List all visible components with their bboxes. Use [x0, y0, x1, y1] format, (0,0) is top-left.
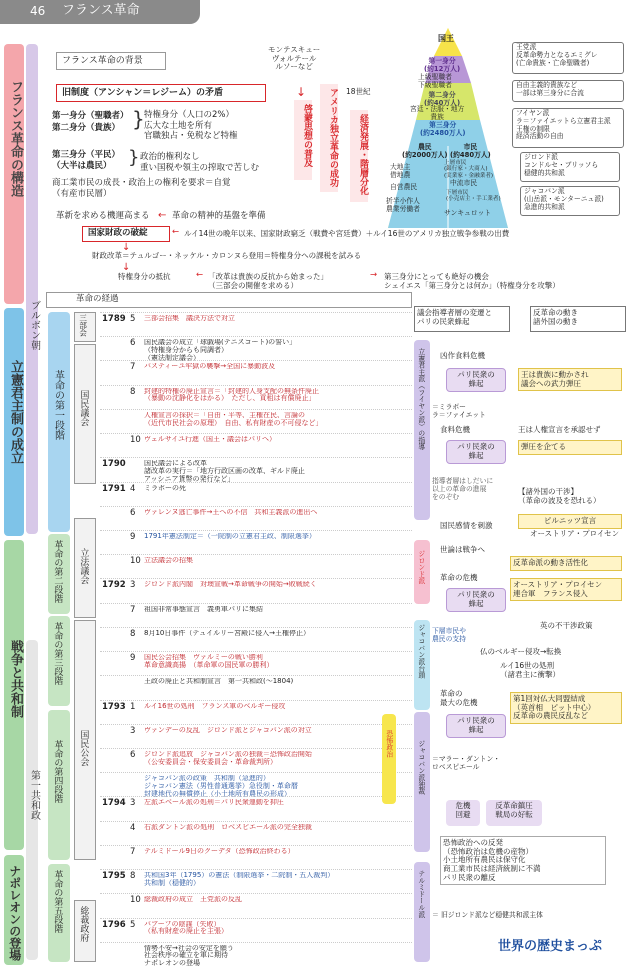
timeline-month: 3 — [130, 725, 136, 736]
resist-label: 特権身分の抵抗 — [118, 272, 171, 281]
ancien-title: 旧制度（アンシャン＝レジーム）の矛盾 — [62, 88, 224, 98]
timeline-event: 祖国非常事態宣言 義勇軍パリに集結 — [144, 605, 263, 613]
ex-girondin: ＝ 旧ジロンド派など穏健共和派主体 — [432, 911, 543, 919]
bad-arrow: → — [370, 270, 378, 280]
timeline-row — [100, 578, 412, 602]
finance-label: 国家財政の破綻 — [88, 228, 148, 238]
bourgeois-text: 商工業市民の成長・政治上の権利を要求＝自覚 （有産市民層） — [52, 178, 231, 199]
label-war: 戦争と共和制 — [7, 640, 23, 718]
timeline-event: バブーフの陰謀（失敗） （私有財産の廃止を主張） — [144, 920, 228, 936]
finance-desc: ルイ14世の晩年以来、国家財政窮乏（戦費や宮廷費）＋ルイ16世のアメリカ独立戦争参戦の出費 — [184, 229, 510, 238]
timeline-month: 5 — [130, 314, 136, 324]
stage3-label: 革命の第三段階 — [52, 622, 63, 685]
paris-uprising-box: パリ民衆の 蜂起 — [446, 440, 506, 464]
timeline-row — [100, 433, 412, 457]
foreign-2: 王は人権宣言を承認せず — [518, 425, 601, 434]
timeline-event: ジロンド派内閣 対墺宣戦→革命戦争の開始→敗戦続く — [144, 581, 317, 589]
timeline-event: ルイ16世の処刑 フランス軍のベルギー侵攻 — [144, 702, 286, 710]
timeline-event: 8月10日事件（テュイルリー宮殿に侵入→王権停止） — [144, 629, 311, 637]
timeline-row — [100, 603, 412, 627]
timeline-row — [100, 312, 412, 336]
timeline-month: 6 — [130, 507, 136, 518]
timeline-month: 7 — [130, 846, 136, 857]
enlight-arrow: ↓ — [296, 85, 307, 99]
leader-note: 指導者層はしだいに 以上の革命の進展 をのぞむ — [432, 477, 494, 501]
timeline-event: バスティーユ牢獄の襲撃→全国に暴動波及 — [144, 363, 276, 371]
stage2-label: 革命の第二段階 — [52, 540, 63, 603]
reform-text: 財政改革＝テュルゴー・ネッケル・カロンヌら登用＝特権身分への課税を試みる — [92, 251, 362, 260]
timeline-month: 6 — [130, 338, 136, 349]
danger-box: 危機 回避 — [446, 800, 480, 826]
label-constitutional: 立憲君主制の成立 — [7, 360, 23, 464]
label-napoleon: ナポレオンの登場 — [7, 865, 22, 961]
label-structure: フランス革命の構造 — [7, 80, 23, 197]
pyramid-farmer-3: 折半小作人 農業労働者 — [386, 197, 420, 213]
foreign-3: 弾圧を企てる — [518, 440, 622, 455]
paris-uprising-box: パリ民衆の 蜂起 — [446, 368, 506, 392]
label-first-republic: 第一共和政 — [28, 770, 40, 820]
terror-label: 恐怖政治 — [384, 730, 393, 758]
timeline-row — [100, 845, 412, 869]
american-label: アメリカ独立革命の成功 — [320, 84, 338, 192]
timeline-event: テルミドール9日のクーデタ（恐怖政治終わる） — [144, 847, 295, 855]
sankai-label: 三部会 — [78, 314, 88, 337]
timeline-row — [100, 385, 412, 409]
pyramid-l5b: 市民 (約480万人) — [450, 143, 491, 159]
timeline-row — [100, 942, 412, 966]
timeline-month: 9 — [130, 653, 136, 664]
timeline-event: 情勢不安→社会の安定を願う 社会秩序の確立を軍に期待 ナポレオンの登場 — [144, 944, 234, 967]
timeline-event: ジャコバン派の政策 共和制（急進的） ジャコバン憲法（男性普通選挙）急役制・革命暦 封建地代の無償停止（小土地所有農民の形成） — [144, 775, 298, 798]
timeline-month: 8 — [130, 386, 136, 397]
timeline-event: 王政の廃止と共和制宣言 第一共和政(～1804) — [144, 678, 294, 686]
foreign-11: ルイ16世の処刑 （諸君主に衝撃） — [500, 661, 560, 679]
timeline-year: 1791 — [102, 483, 126, 494]
timeline-event: 国民議会による改革 諸改革の実行＝「地方行政区画の改革、ギルド廃止 アッシニア貨幣の発行など」 — [144, 460, 305, 483]
national-label: 国民議会 — [78, 390, 89, 426]
estate-brace: } — [132, 107, 145, 131]
reform-arrow: ↓ — [122, 242, 131, 253]
foreign-4: 【諸外国の干渉】 （革命の波及を恐れる） — [518, 487, 601, 505]
timeline-month: 10 — [130, 435, 141, 446]
timeline-month: 4 — [130, 483, 136, 494]
note-liberal: 自由主義的貴族など 一部は第三身分に合流 — [512, 80, 624, 102]
timeline-row — [100, 651, 412, 675]
first-estate: 第一身分（聖職者） — [52, 111, 129, 121]
foreign-12: 第1回対仏大同盟結成 （英首相 ピット中心） 反革命の農民反乱など — [510, 692, 622, 724]
paris-uprising-box: パリ民衆の 蜂起 — [446, 714, 506, 738]
col-left-header: 議会指導者層の変遷と パリの民衆蜂起 — [414, 306, 510, 332]
timeline-month: 8 — [130, 628, 136, 639]
bad-text: 第三身分にとっても絶好の機会 シェイエス「第三身分とは何か」（特権身分を攻撃） — [384, 272, 560, 290]
stage1-label: 革命の第一段階 — [52, 370, 64, 440]
third-estate: 第三身分（平民） （大半は農民） — [52, 150, 121, 171]
course-label: 革命の経過 — [76, 294, 119, 304]
note-feuillant: フイヤン派 ラ＝ファイエットら立憲君主派 王権の制限 経済活動の自由 — [512, 108, 624, 148]
timeline-row — [100, 748, 412, 772]
century-label: 18世紀 — [346, 87, 371, 96]
foreign-5: ピルニッツ宣言 — [518, 514, 622, 529]
girondin-lead: ジロンド派 — [416, 550, 425, 584]
economy-label: 経済発展・階層分化 — [350, 110, 368, 202]
timeline-row — [100, 360, 412, 384]
resist-quote: 「改革は貴族の反抗から始まった」 （三部会の開催を求める） — [208, 272, 328, 290]
timeline-row — [100, 482, 412, 506]
timeline-year: 1793 — [102, 701, 126, 712]
foreign-9: 英の不干渉政策 — [540, 621, 593, 630]
mirabeau-note: ＝ミラボー ラ＝ファイエット — [432, 403, 486, 419]
third-brace: } — [128, 147, 140, 168]
timeline-month: 5 — [130, 919, 136, 930]
second-estate: 第二身分（貴族） — [52, 123, 121, 133]
timeline-year: 1796 — [102, 919, 126, 930]
pyramid-l3: 第二身分 (約40万人) — [424, 91, 461, 107]
timeline-year: 1792 — [102, 580, 126, 591]
timeline-event: ヴァンデーの反乱 ジロンド派とジャコバン派の対立 — [144, 726, 312, 734]
stage4-label: 革命の第四段階 — [52, 740, 63, 803]
timeline-month: 3 — [130, 798, 136, 809]
note-jacobin: ジャコバン派 (山岳派・モンターニュ派) 急進的共和派 — [520, 186, 620, 216]
timeline-row — [100, 772, 412, 796]
foreign-13: 恐怖政治への反発 （恐怖政治は危機の産物） 小土地所有農民は保守化 商工業市民は経済統制に不満 パリ民衆の離反 — [440, 836, 606, 885]
col-right-header: 反革命の動き 諸外国の動き — [530, 306, 626, 332]
pyramid-citizen-2: 中流市民 — [450, 179, 478, 187]
timeline-event: 立法議会の招集 — [144, 557, 193, 565]
brand-logo: 世界の歴史まっぷ — [498, 939, 603, 954]
lower-citizens: 下層市民や 農民の支持 — [432, 627, 466, 643]
thermidor-label: テルミドール派 — [416, 870, 425, 918]
timeline-month: 7 — [130, 604, 136, 615]
pyramid-l4: 第三身分 (約2480万人) — [420, 121, 466, 137]
timeline-month: 10 — [130, 556, 141, 567]
timeline-month: 7 — [130, 362, 136, 373]
food-text: 食料危機 — [440, 425, 470, 434]
war-text: 世論は戦争へ — [440, 545, 485, 554]
timeline-event: 国民議会の成立「球戯場(テニスコート)の誓い」 （特権身分からも同調者） （憲法制定議会） — [144, 339, 297, 362]
page-number: 46 — [30, 4, 46, 18]
pyramid-farmer-2: 自営農民 — [390, 183, 418, 191]
label-bourbon: ブルボン朝 — [28, 300, 40, 350]
timeline-month: 8 — [130, 871, 136, 882]
timeline-row — [100, 869, 412, 893]
timeline-event: 1791年憲法制定＝（一院制の立憲君主政、制限選挙） — [144, 533, 316, 540]
timeline-event: 国民公会招集 ヴァルミーの戦い勝利 革命意識高揚 （革命軍の国民軍の勝利） — [144, 654, 274, 669]
max-crisis-text: 革命の 最大の危機 — [440, 689, 478, 707]
robespierre: ＝マラー・ダントン・ ロベスピエール — [432, 755, 501, 771]
timeline-row — [100, 724, 412, 748]
timeline-row — [100, 700, 412, 724]
pyramid-king: 国王 — [438, 34, 454, 43]
timeline-event: 総裁政府の成立 王党派の反乱 — [144, 896, 242, 904]
convention-label: 国民公会 — [78, 730, 89, 766]
famine-text: 凶作食料危機 — [440, 351, 485, 360]
directory-label: 総裁政府 — [78, 906, 89, 942]
timeline-year: 1790 — [102, 459, 126, 470]
timeline-month: 6 — [130, 750, 136, 760]
timeline-event: 三部会招集 議決方法で対立 — [144, 315, 235, 322]
pyramid-farmer-1: 大地主 借地農 — [390, 163, 411, 179]
timeline-month: 9 — [130, 532, 136, 542]
foreign-6: 国民感情を刺激 — [440, 521, 493, 530]
timeline-event: 左派エベール派の処刑＝パリ民衆運動を抑圧 — [144, 799, 284, 807]
timeline-month: 1 — [130, 701, 136, 712]
terror-band — [382, 714, 396, 804]
pyramid-l1: 第一身分 (約12万人) — [424, 57, 461, 73]
legislative-label: 立法議会 — [78, 548, 89, 584]
timeline-row — [100, 457, 412, 481]
timeline-row — [100, 530, 412, 554]
first-second-desc: 特権身分（人口の2%） 広大な土地を所有 官職独占・免税など特権 — [144, 110, 238, 142]
foreign-10: 仏のベルギー侵攻→転換 — [480, 647, 562, 656]
jacobin-dict: ジャコバン派独裁 — [416, 740, 425, 795]
pyramid-citizen-1: 上層市民 (銀行家・大商人) (実業家・金融業者) — [444, 160, 494, 179]
timeline-event: ヴァレンヌ逃亡事件→王への不信 共和主義派の進出へ — [144, 508, 318, 516]
third-desc: 政治的権利なし 重い国税や領主の搾取で苦しむ — [140, 152, 260, 173]
timeline-row — [100, 796, 412, 820]
finance-arrow: ← — [172, 227, 180, 237]
foreign-5b: オーストリア・プロイセン — [530, 529, 620, 538]
foreign-8: オーストリア・プロイセン 連合軍 フランス侵入 — [510, 578, 622, 601]
reaction-box: 反革命鎮圧 戦局の好転 — [486, 800, 542, 826]
foreign-1: 王は貴族に動かされ 議会への武力弾圧 — [518, 368, 622, 391]
pyramid-citizen-4: サンキュロット — [444, 209, 492, 217]
timeline — [100, 312, 412, 966]
timeline-month: 3 — [130, 580, 136, 591]
foreign-7: 反革命派の動き活性化 — [510, 556, 622, 571]
note-girondin: ジロンド派 コンドルセ・ブリッソら 穏健的共和派 — [520, 152, 620, 182]
note-royalist: 王党派 反革命勢力となるエミグレ (亡命貴族・亡命聖職者) — [512, 42, 624, 74]
timeline-row — [100, 893, 412, 917]
paris-uprising-box: パリ民衆の 蜂起 — [446, 588, 506, 612]
resist-arrow: ↓ — [122, 262, 131, 273]
pyramid-l3b: 宮廷・法服・地方 貴族 — [410, 105, 465, 121]
timeline-event: ヴェルサイユ行進（国王・議会はパリへ） — [144, 436, 276, 444]
timeline-year: 1789 — [102, 314, 126, 324]
crisis-text: 革命の危機 — [440, 573, 478, 582]
background-title: フランス革命の背景 — [62, 56, 143, 66]
enlightenment-label: 啓蒙思想の普及 — [294, 100, 312, 180]
pyramid-l5: 農民 (約2000万人) — [402, 143, 448, 159]
enlightenment-names: モンテスキュー ヴォルテール ルソーなど — [268, 45, 321, 72]
timeline-year: 1795 — [102, 871, 126, 882]
resist-arrow-2: ← — [196, 270, 204, 280]
pyramid-l2: 上級聖職者 下級聖職者 — [418, 73, 452, 89]
timeline-year: 1794 — [102, 798, 126, 809]
pyramid-citizen-3: 下層市民 (小売店主・手工業者) — [446, 190, 501, 203]
timeline-row — [100, 821, 412, 845]
timeline-row — [100, 675, 412, 699]
timeline-row — [100, 409, 412, 433]
timeline-event: 人権宣言の採択＝「自由・平等、主権在民、言論の （近代市民社会の原理） 自由、私有財産の不可侵など」 — [144, 411, 323, 427]
jacobin-rise: ジャコバン派台頭 — [416, 624, 425, 679]
timeline-row — [100, 918, 412, 942]
timeline-event: 封建的特権の廃止宣言＝「封建的人身支配の無条件廃止 （暴動の沈静化をはかる） ただし、貢租は有償廃止」 — [144, 387, 319, 403]
page-title: フランス革命 — [62, 3, 140, 18]
mood-arrow: ← — [158, 210, 167, 221]
band-bourbon — [26, 44, 38, 534]
timeline-month: 10 — [130, 895, 141, 906]
timeline-row — [100, 506, 412, 530]
feuillant-lead: 立憲君主派（フイヤン派）の指導 — [416, 348, 425, 450]
timeline-row — [100, 554, 412, 578]
timeline-month: 4 — [130, 822, 136, 833]
timeline-event: 右派ダントン派の処刑 ロベスピエール派の完全独裁 — [144, 823, 312, 831]
spirit-text: 革命の精神的基盤を準備 — [172, 211, 266, 221]
timeline-event: 共和国3年（1795）の憲法（制限選挙・二院制・五人裁判） 共和制（穏健的） — [144, 872, 335, 887]
timeline-event: ジロンド派追放 ジャコバン派の独裁＝恐怖政治開始 （公安委員会・保安委員会・革命裁判所） — [144, 751, 312, 766]
timeline-row — [100, 627, 412, 651]
timeline-event: ミラボーの死 — [144, 484, 186, 492]
stage5-label: 革命の第五段階 — [52, 870, 63, 933]
timeline-row — [100, 336, 412, 360]
mood-text: 革新を求める機運高まる — [56, 211, 150, 221]
